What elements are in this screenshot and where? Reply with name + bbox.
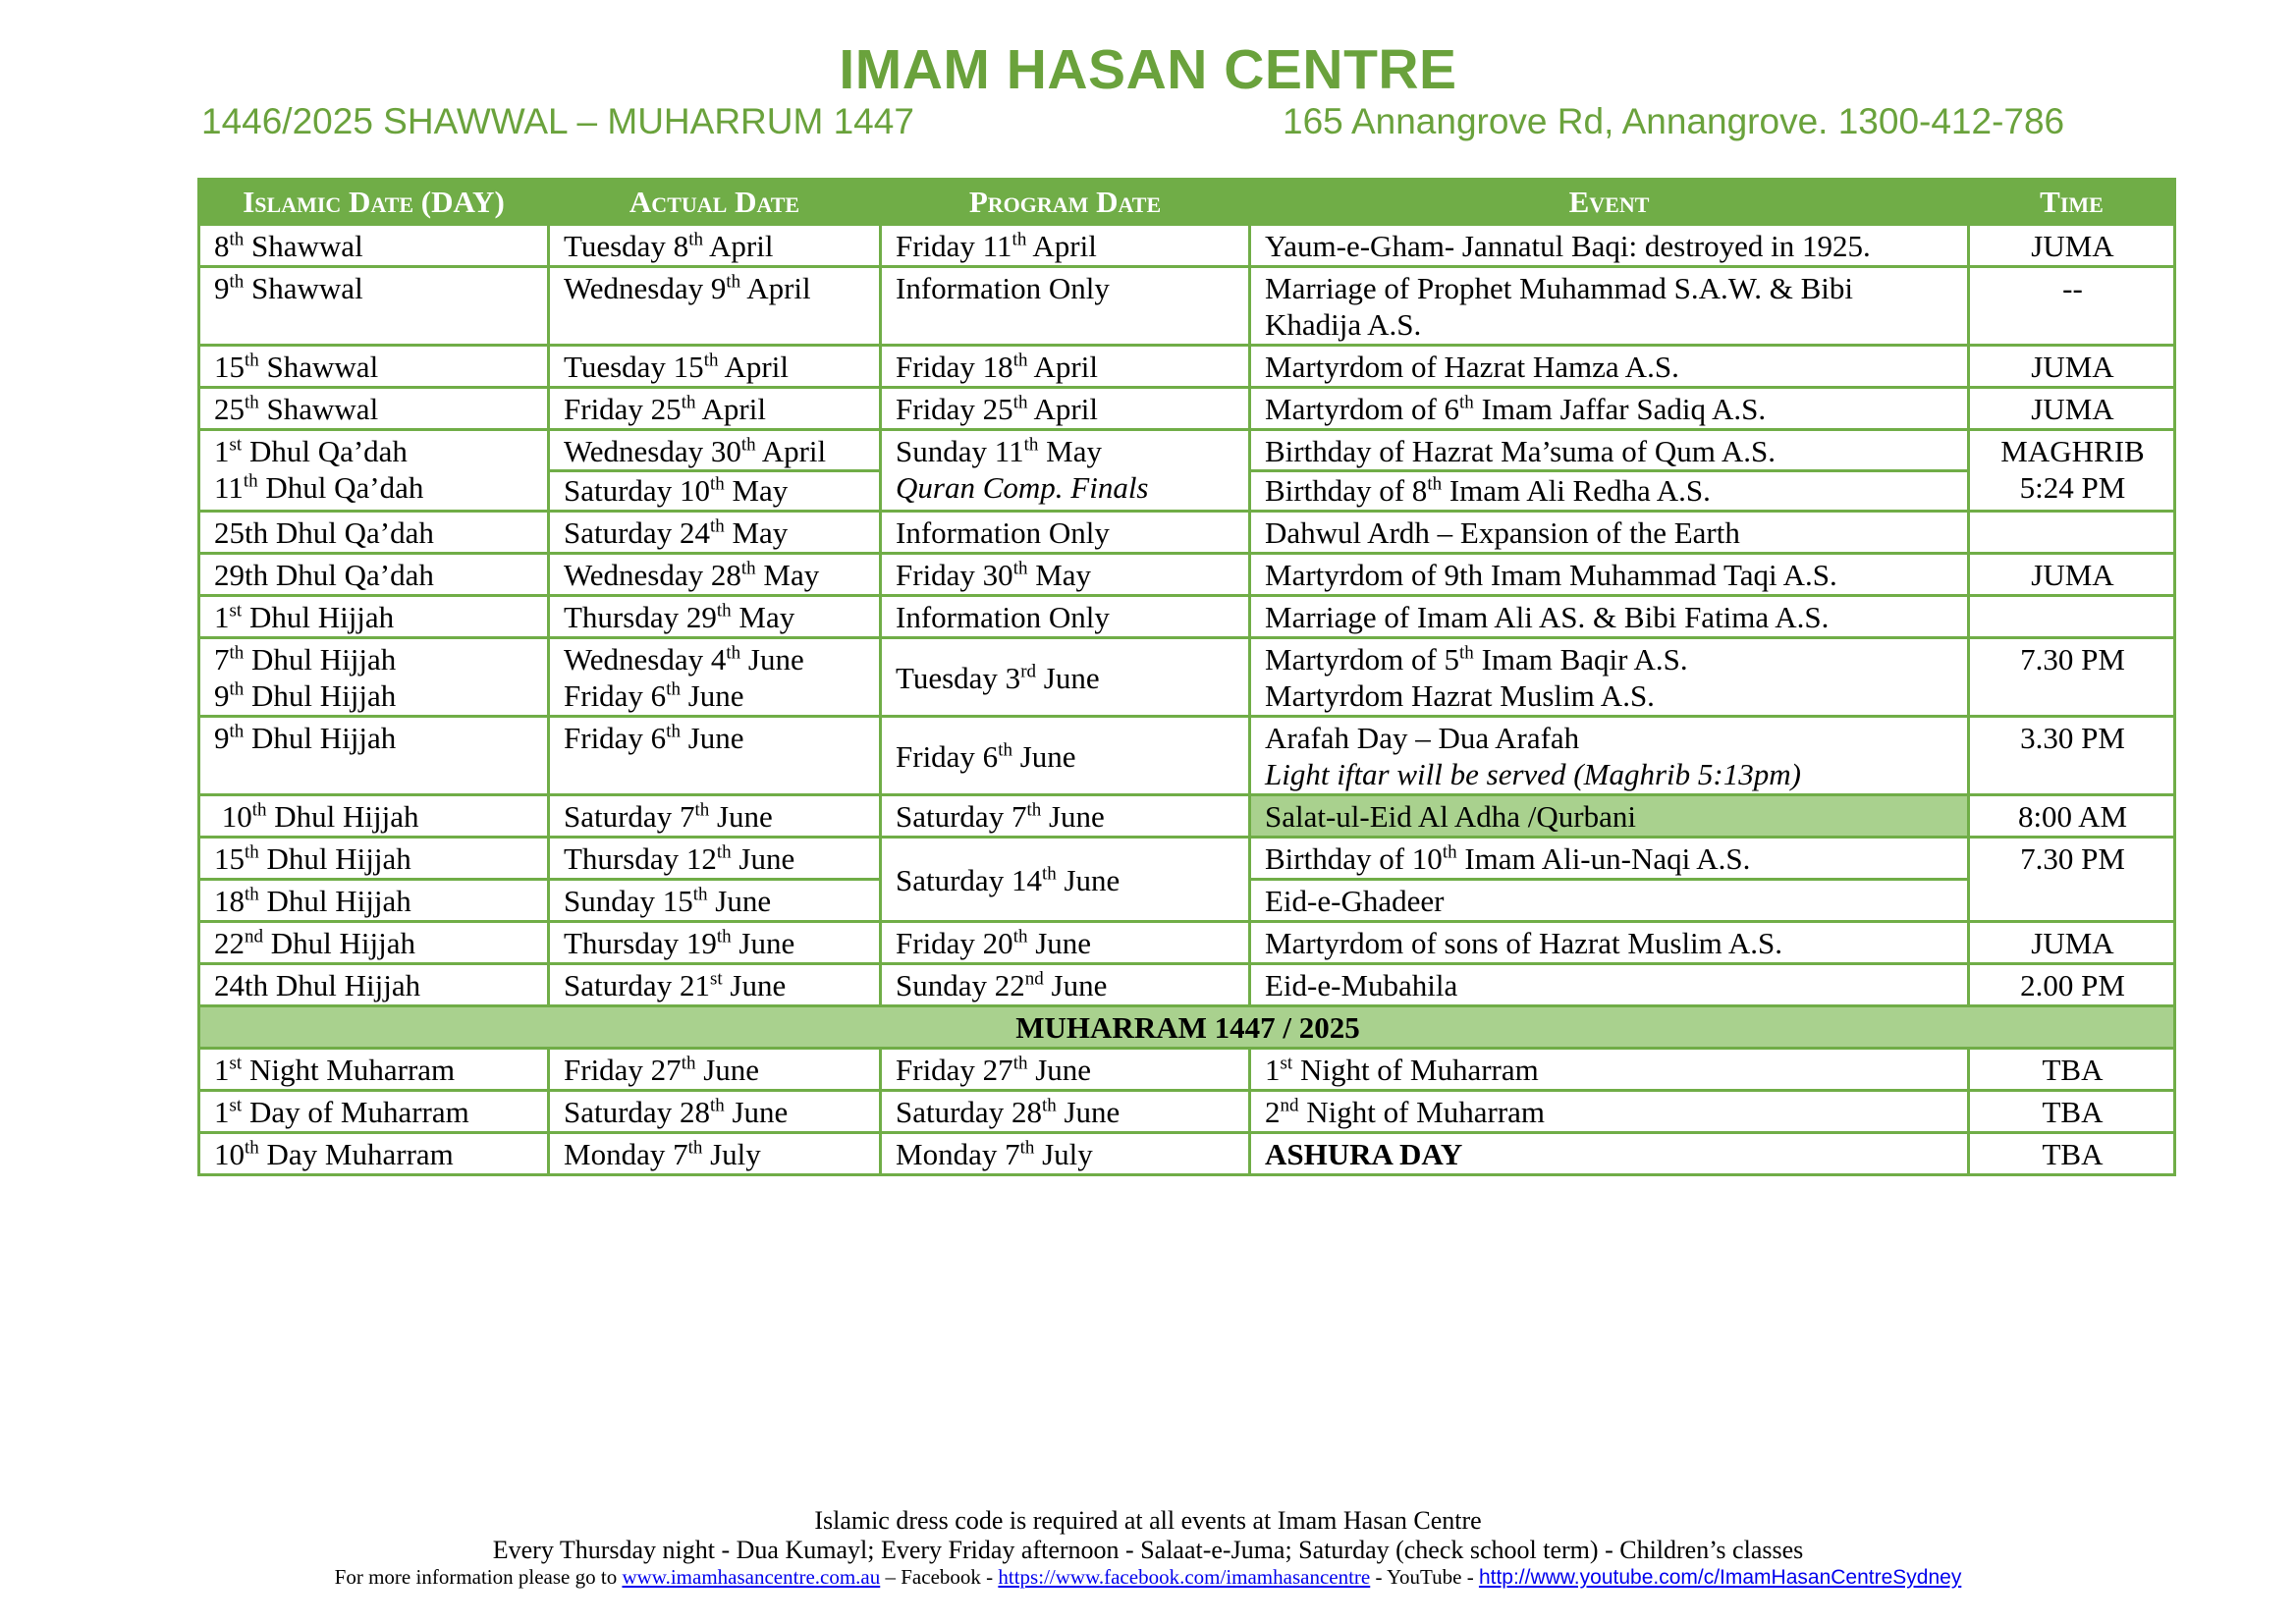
event-cell: Birthday of 10th Imam Ali-un-Naqi A.S. (1250, 838, 1969, 880)
table-row (199, 638, 2175, 717)
actual-date-cell: Saturday 24th May (549, 512, 881, 554)
actual-date-cell: Saturday 7th June (549, 795, 881, 838)
program-date-cell: Friday 20th June (881, 922, 1250, 964)
islamic-date-cell: 29th Dhul Qa’dah (199, 554, 549, 596)
actual-date-cell: Friday 6th June (549, 717, 881, 795)
program-date-cell: Saturday 28th June (881, 1091, 1250, 1133)
table-row (199, 225, 2175, 267)
event-cell: Arafah Day – Dua Arafah Light iftar will be served (Maghrib 5:13pm) (1250, 717, 1969, 795)
actual-date-cell: Wednesday 28th May (549, 554, 881, 596)
program-date-cell: Friday 27th June (881, 1049, 1250, 1091)
website-link[interactable]: www.imamhasancentre.com.au (622, 1565, 881, 1589)
program-date-cell: Friday 25th April (881, 388, 1250, 430)
time-cell: TBA (1969, 1049, 2175, 1091)
islamic-date-cell: 15th Shawwal (199, 346, 549, 388)
actual-date-cell: Sunday 15th June (549, 880, 881, 922)
table-row (199, 717, 2175, 795)
islamic-date-cell: 1st Dhul Hijjah (199, 596, 549, 638)
footer-links: For more information please go to www.imamhasancentre.com.au – Facebook - https://www.facebook.com/imamhasancentre - YouTube - http://www.youtube.com/c/ImamHasanCentreSydney (334, 1565, 1962, 1589)
header-program-date: Program Date (881, 180, 1250, 225)
calendar-period: 1446/2025 SHAWWAL – MUHARRUM 1447 (201, 101, 914, 141)
program-date-cell: Sunday 11th May Quran Comp. Finals (881, 430, 1250, 512)
islamic-date-cell: 8th Shawwal (199, 225, 549, 267)
table-row (199, 1133, 2175, 1175)
table-row (199, 922, 2175, 964)
table-row (199, 346, 2175, 388)
event-cell: Marriage of Prophet Muhammad S.A.W. & Bibi Khadija A.S. (1250, 267, 1969, 346)
header-islamic-date: Islamic Date (DAY) (199, 180, 549, 225)
event-cell: Yaum-e-Gham- Jannatul Baqi: destroyed in 1925. (1250, 225, 1969, 267)
event-cell: Eid-e-Ghadeer (1250, 880, 1969, 922)
actual-date-cell: Thursday 12th June (549, 838, 881, 880)
islamic-date-cell: 15th Dhul Hijjah (199, 838, 549, 880)
table-row (199, 512, 2175, 554)
program-date-cell: Information Only (881, 512, 1250, 554)
event-cell: Marriage of Imam Ali AS. & Bibi Fatima A.S. (1250, 596, 1969, 638)
youtube-link[interactable]: http://www.youtube.com/c/ImamHasanCentreSydney (1478, 1566, 1962, 1589)
islamic-date-cell: 1st Day of Muharram (199, 1091, 549, 1133)
actual-date-cell: Saturday 21st June (549, 964, 881, 1006)
islamic-date-cell: 1st Night Muharram (199, 1049, 549, 1091)
event-cell: Martyrdom of sons of Hazrat Muslim A.S. (1250, 922, 1969, 964)
islamic-date-cell: 18th Dhul Hijjah (199, 880, 549, 922)
program-date-cell: Monday 7th July (881, 1133, 1250, 1175)
program-date-cell: Saturday 7th June (881, 795, 1250, 838)
table-row (199, 838, 2175, 880)
actual-date-cell: Tuesday 15th April (549, 346, 881, 388)
section-header-row (199, 1006, 2175, 1049)
footer-weekly-programs: Every Thursday night - Dua Kumayl; Every Friday afternoon - Salaat-e-Juma; Saturday (check school term) - Children’s classes (492, 1536, 1804, 1564)
time-cell: TBA (1969, 1091, 2175, 1133)
program-date-cell: Friday 11th April (881, 225, 1250, 267)
islamic-date-cell: 22nd Dhul Hijjah (199, 922, 549, 964)
table-row (199, 388, 2175, 430)
table-row (199, 267, 2175, 346)
time-cell: JUMA (1969, 388, 2175, 430)
facebook-link[interactable]: https://www.facebook.com/imamhasancentre (998, 1565, 1371, 1589)
table-row (199, 596, 2175, 638)
table-row (199, 1049, 2175, 1091)
actual-date-cell: Monday 7th July (549, 1133, 881, 1175)
page-title: IMAM HASAN CENTRE (839, 38, 1457, 101)
islamic-date-cell: 9th Shawwal (199, 267, 549, 346)
event-cell: 1st Night of Muharram (1250, 1049, 1969, 1091)
actual-date-cell: Wednesday 4th June Friday 6th June (549, 638, 881, 717)
program-note: Quran Comp. Finals (896, 470, 1149, 505)
program-date-cell: Information Only (881, 267, 1250, 346)
event-cell: Martyrdom of 6th Imam Jaffar Sadiq A.S. (1250, 388, 1969, 430)
time-cell: 2.00 PM (1969, 964, 2175, 1006)
time-cell: 3.30 PM (1969, 717, 2175, 795)
islamic-date-cell: 24th Dhul Hijjah (199, 964, 549, 1006)
events-table (197, 178, 2176, 1176)
time-cell: MAGHRIB 5:24 PM (1969, 430, 2175, 512)
actual-date-cell: Wednesday 30th April Saturday 10th May (549, 430, 881, 512)
program-date-cell: Sunday 22nd June (881, 964, 1250, 1006)
islamic-date-cell: 10th Dhul Hijjah (199, 795, 549, 838)
table-row (199, 964, 2175, 1006)
event-cell: 2nd Night of Muharram (1250, 1091, 1969, 1133)
table-row (199, 1091, 2175, 1133)
program-date-cell: Friday 6th June (881, 717, 1250, 795)
event-cell: Eid-e-Mubahila (1250, 964, 1969, 1006)
time-cell: JUMA (1969, 225, 2175, 267)
time-cell: 7.30 PM (1969, 838, 2175, 922)
event-cell: Dahwul Ardh – Expansion of the Earth (1250, 512, 1969, 554)
time-cell: TBA (1969, 1133, 2175, 1175)
islamic-date-cell: 9th Dhul Hijjah (199, 717, 549, 795)
time-cell: 8:00 AM (1969, 795, 2175, 838)
event-cell-highlighted: Salat-ul-Eid Al Adha /Qurbani (1250, 795, 1969, 838)
footer-dress-code: Islamic dress code is required at all events at Imam Hasan Centre (814, 1506, 1482, 1535)
time-cell: JUMA (1969, 346, 2175, 388)
event-cell: ASHURA DAY (1250, 1133, 1969, 1175)
header-event: Event (1250, 180, 1969, 225)
event-cell: Martyrdom of Hazrat Hamza A.S. (1250, 346, 1969, 388)
actual-date-cell: Tuesday 8th April (549, 225, 881, 267)
table-row (199, 554, 2175, 596)
event-note: Light iftar will be served (Maghrib 5:13pm) (1265, 757, 1801, 791)
program-date-cell: Friday 30th May (881, 554, 1250, 596)
program-date-cell: Information Only (881, 596, 1250, 638)
section-title-muharram: MUHARRAM 1447 / 2025 (199, 1006, 2175, 1049)
islamic-date-cell: 25th Shawwal (199, 388, 549, 430)
actual-date-cell: Thursday 29th May (549, 596, 881, 638)
address-phone: 165 Annangrove Rd, Annangrove. 1300-412-786 (1283, 101, 2065, 141)
islamic-date-cell: 10th Day Muharram (199, 1133, 549, 1175)
table-row (199, 430, 2175, 512)
time-cell: 7.30 PM (1969, 638, 2175, 717)
actual-date-cell: Wednesday 9th April (549, 267, 881, 346)
table-header-row (199, 180, 2175, 225)
time-cell: JUMA (1969, 554, 2175, 596)
time-cell: -- (1969, 267, 2175, 346)
program-date-cell: Saturday 14th June (881, 838, 1250, 922)
islamic-date-cell: 25th Dhul Qa’dah (199, 512, 549, 554)
islamic-date-cell: 7th Dhul Hijjah 9th Dhul Hijjah (199, 638, 549, 717)
time-cell (1969, 596, 2175, 638)
program-date-cell: Tuesday 3rd June (881, 638, 1250, 717)
header-actual-date: Actual Date (549, 180, 881, 225)
event-cell: Birthday of Hazrat Ma’suma of Qum A.S. Birthday of 8th Imam Ali Redha A.S. (1250, 430, 1969, 512)
islamic-date-cell: 1st Dhul Qa’dah 11th Dhul Qa’dah (199, 430, 549, 512)
time-cell: JUMA (1969, 922, 2175, 964)
table-row (199, 795, 2175, 838)
actual-date-cell: Friday 25th April (549, 388, 881, 430)
time-cell (1969, 512, 2175, 554)
program-date-cell: Friday 18th April (881, 346, 1250, 388)
actual-date-cell: Saturday 28th June (549, 1091, 881, 1133)
actual-date-cell: Thursday 19th June (549, 922, 881, 964)
event-cell: Martyrdom of 5th Imam Baqir A.S. Martyrdom Hazrat Muslim A.S. (1250, 638, 1969, 717)
header-time: Time (1969, 180, 2175, 225)
event-cell: Martyrdom of 9th Imam Muhammad Taqi A.S. (1250, 554, 1969, 596)
actual-date-cell: Friday 27th June (549, 1049, 881, 1091)
